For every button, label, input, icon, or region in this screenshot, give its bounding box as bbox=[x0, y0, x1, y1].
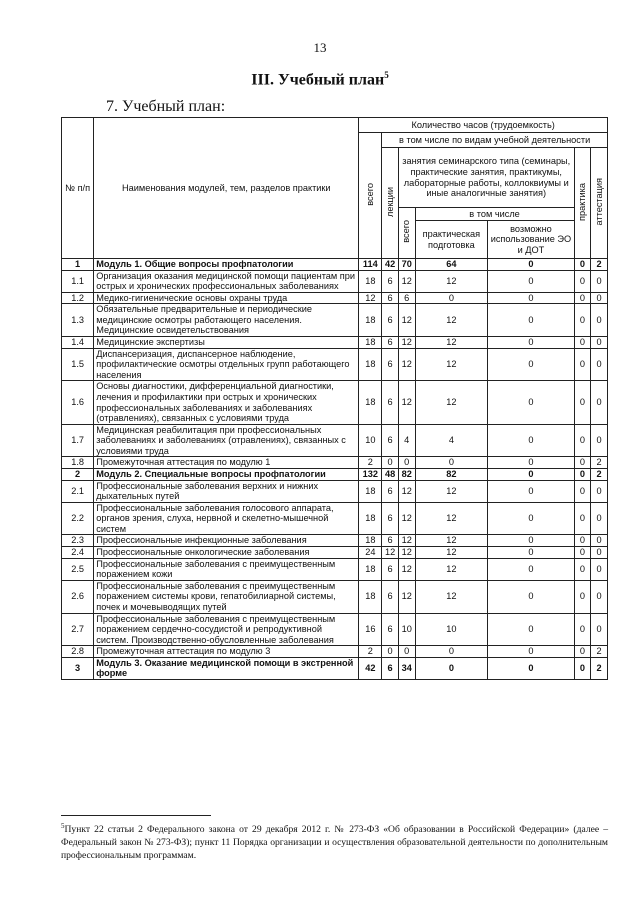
module-row bbox=[62, 657, 608, 679]
row-total: 16 bbox=[359, 613, 382, 646]
row-name: Профессиональные заболевания голосового аппарата, органов зрения, слуха, нервной и скелетно-мышечной систем bbox=[94, 502, 359, 535]
row-eo-dot: 0 bbox=[488, 547, 574, 559]
row-eo-dot: 0 bbox=[488, 558, 574, 580]
row-eo-dot: 0 bbox=[488, 457, 574, 469]
row-practice: 0 bbox=[574, 424, 591, 457]
row-num: 3 bbox=[62, 657, 94, 679]
table-row bbox=[62, 381, 608, 424]
row-attestation: 0 bbox=[591, 502, 608, 535]
row-seminar-total: 82 bbox=[398, 468, 415, 480]
table-row bbox=[62, 535, 608, 547]
row-practice: 0 bbox=[574, 558, 591, 580]
row-name: Профессиональные заболевания с преимущественным поражением кожи bbox=[94, 558, 359, 580]
row-lectures: 6 bbox=[382, 270, 399, 292]
row-name: Основы диагностики, дифференциальной диагностики, лечения и профилактики при острых и хронических профессиональных заболеваниях и заболеваниях (отравлениях), связанных с условиями труда bbox=[94, 381, 359, 424]
row-num: 2.5 bbox=[62, 558, 94, 580]
row-practical-training: 12 bbox=[415, 348, 488, 381]
row-attestation: 2 bbox=[591, 468, 608, 480]
row-total: 18 bbox=[359, 348, 382, 381]
row-practice: 0 bbox=[574, 259, 591, 271]
row-name: Профессиональные заболевания с преимущественным поражением сердечно-сосудистой и репродуктивной систем. Производственно-обусловленные заболевания bbox=[94, 613, 359, 646]
row-total: 132 bbox=[359, 468, 382, 480]
header-eo-dot: возможно использование ЭО и ДОТ bbox=[488, 221, 574, 259]
row-num: 2.1 bbox=[62, 480, 94, 502]
row-num: 2.2 bbox=[62, 502, 94, 535]
row-seminar-total: 6 bbox=[398, 292, 415, 304]
header-total: всего bbox=[365, 182, 376, 206]
row-eo-dot: 0 bbox=[488, 424, 574, 457]
row-attestation: 0 bbox=[591, 547, 608, 559]
row-total: 2 bbox=[359, 646, 382, 658]
row-total: 18 bbox=[359, 337, 382, 349]
table-row bbox=[62, 646, 608, 658]
row-eo-dot: 0 bbox=[488, 502, 574, 535]
table-row bbox=[62, 480, 608, 502]
row-total: 114 bbox=[359, 259, 382, 271]
row-lectures: 6 bbox=[382, 381, 399, 424]
row-num: 2.4 bbox=[62, 547, 94, 559]
row-seminar-total: 12 bbox=[398, 480, 415, 502]
row-total: 18 bbox=[359, 304, 382, 337]
row-name: Профессиональные заболевания с преимущественным поражением системы крови, гепатобилиарной системы, почек и мочевыводящих путей bbox=[94, 580, 359, 613]
table-row bbox=[62, 337, 608, 349]
row-seminar-total: 70 bbox=[398, 259, 415, 271]
row-seminar-total: 12 bbox=[398, 558, 415, 580]
row-num: 1.3 bbox=[62, 304, 94, 337]
section-title-text: III. Учебный план bbox=[251, 71, 385, 89]
table-row bbox=[62, 558, 608, 580]
table-row bbox=[62, 502, 608, 535]
row-practical-training: 12 bbox=[415, 480, 488, 502]
header-num: № п/п bbox=[62, 118, 94, 259]
row-practice: 0 bbox=[574, 502, 591, 535]
row-num: 2.8 bbox=[62, 646, 94, 658]
row-lectures: 6 bbox=[382, 480, 399, 502]
subsection-title: 7. Учебный план: bbox=[106, 98, 226, 115]
row-attestation: 0 bbox=[591, 381, 608, 424]
table-row bbox=[62, 304, 608, 337]
row-eo-dot: 0 bbox=[488, 535, 574, 547]
row-name: Модуль 1. Общие вопросы профпатологии bbox=[94, 259, 359, 271]
row-num: 1.8 bbox=[62, 457, 94, 469]
row-num: 2 bbox=[62, 468, 94, 480]
row-practice: 0 bbox=[574, 580, 591, 613]
page-number: 13 bbox=[313, 40, 327, 55]
header-seminar: занятия семинарского типа (семинары, практические занятия, практикумы, лабораторные работы, коллоквиумы и иные аналогичные занятия) bbox=[398, 148, 574, 208]
row-practical-training: 12 bbox=[415, 547, 488, 559]
row-practical-training: 12 bbox=[415, 381, 488, 424]
row-practice: 0 bbox=[574, 657, 591, 679]
header-practice: практика bbox=[577, 182, 588, 221]
row-seminar-total: 34 bbox=[398, 657, 415, 679]
module-row bbox=[62, 468, 608, 480]
row-name: Обязательные предварительные и периодические медицинские осмотры работающего населения. Медицинские освидетельствования bbox=[94, 304, 359, 337]
row-eo-dot: 0 bbox=[488, 337, 574, 349]
row-total: 18 bbox=[359, 580, 382, 613]
row-lectures: 0 bbox=[382, 457, 399, 469]
table-row bbox=[62, 270, 608, 292]
row-num: 1.1 bbox=[62, 270, 94, 292]
header-by-activity: в том числе по видам учебной деятельности bbox=[382, 133, 608, 148]
row-practice: 0 bbox=[574, 468, 591, 480]
row-name: Медико-гигиенические основы охраны труда bbox=[94, 292, 359, 304]
row-num: 2.3 bbox=[62, 535, 94, 547]
row-practice: 0 bbox=[574, 292, 591, 304]
row-total: 24 bbox=[359, 547, 382, 559]
row-practice: 0 bbox=[574, 646, 591, 658]
row-practice: 0 bbox=[574, 480, 591, 502]
header-hours-group: Количество часов (трудоемкость) bbox=[359, 118, 608, 133]
row-seminar-total: 12 bbox=[398, 381, 415, 424]
curriculum-table-body bbox=[62, 259, 608, 680]
row-practical-training: 0 bbox=[415, 657, 488, 679]
header-attestation: аттестация bbox=[593, 177, 604, 226]
row-num: 1.6 bbox=[62, 381, 94, 424]
footnote-reference: 5 bbox=[384, 70, 389, 80]
row-lectures: 6 bbox=[382, 304, 399, 337]
row-practice: 0 bbox=[574, 613, 591, 646]
row-practice: 0 bbox=[574, 337, 591, 349]
row-lectures: 6 bbox=[382, 558, 399, 580]
row-attestation: 0 bbox=[591, 613, 608, 646]
row-attestation: 0 bbox=[591, 292, 608, 304]
row-lectures: 6 bbox=[382, 535, 399, 547]
row-lectures: 6 bbox=[382, 348, 399, 381]
row-num: 1.5 bbox=[62, 348, 94, 381]
row-attestation: 0 bbox=[591, 480, 608, 502]
footnote bbox=[61, 822, 608, 863]
header-including: в том числе bbox=[415, 208, 574, 221]
table-row bbox=[62, 580, 608, 613]
row-eo-dot: 0 bbox=[488, 348, 574, 381]
row-num: 2.7 bbox=[62, 613, 94, 646]
row-seminar-total: 12 bbox=[398, 348, 415, 381]
row-total: 18 bbox=[359, 480, 382, 502]
row-seminar-total: 12 bbox=[398, 547, 415, 559]
row-name: Профессиональные онкологические заболевания bbox=[94, 547, 359, 559]
row-practical-training: 12 bbox=[415, 558, 488, 580]
row-lectures: 6 bbox=[382, 613, 399, 646]
row-practice: 0 bbox=[574, 381, 591, 424]
footnote-divider bbox=[61, 815, 211, 816]
row-lectures: 12 bbox=[382, 547, 399, 559]
header-name: Наименования модулей, тем, разделов практики bbox=[94, 118, 359, 259]
row-total: 18 bbox=[359, 270, 382, 292]
row-lectures: 6 bbox=[382, 580, 399, 613]
row-attestation: 0 bbox=[591, 304, 608, 337]
row-attestation: 0 bbox=[591, 348, 608, 381]
row-seminar-total: 0 bbox=[398, 646, 415, 658]
row-eo-dot: 0 bbox=[488, 468, 574, 480]
row-eo-dot: 0 bbox=[488, 480, 574, 502]
row-name: Медицинские экспертизы bbox=[94, 337, 359, 349]
row-attestation: 0 bbox=[591, 424, 608, 457]
row-practical-training: 12 bbox=[415, 304, 488, 337]
row-name: Медицинская реабилитация при профессиональных заболеваниях и заболеваниях (отравлениях), связанных с условиями труда bbox=[94, 424, 359, 457]
row-attestation: 0 bbox=[591, 558, 608, 580]
row-practical-training: 12 bbox=[415, 535, 488, 547]
row-name: Профессиональные заболевания верхних и нижних дыхательных путей bbox=[94, 480, 359, 502]
table-row bbox=[62, 613, 608, 646]
row-eo-dot: 0 bbox=[488, 646, 574, 658]
header-sem-total: всего bbox=[401, 220, 412, 244]
row-practical-training: 12 bbox=[415, 337, 488, 349]
row-total: 18 bbox=[359, 381, 382, 424]
row-practical-training: 10 bbox=[415, 613, 488, 646]
row-name: Промежуточная аттестация по модулю 1 bbox=[94, 457, 359, 469]
row-eo-dot: 0 bbox=[488, 259, 574, 271]
table-row bbox=[62, 424, 608, 457]
row-eo-dot: 0 bbox=[488, 270, 574, 292]
row-practice: 0 bbox=[574, 457, 591, 469]
row-seminar-total: 12 bbox=[398, 502, 415, 535]
row-lectures: 6 bbox=[382, 292, 399, 304]
row-total: 18 bbox=[359, 535, 382, 547]
row-practice: 0 bbox=[574, 547, 591, 559]
row-num: 1 bbox=[62, 259, 94, 271]
row-attestation: 0 bbox=[591, 580, 608, 613]
header-practical-training: практическая подготовка bbox=[415, 221, 488, 259]
row-seminar-total: 4 bbox=[398, 424, 415, 457]
row-practical-training: 0 bbox=[415, 457, 488, 469]
row-seminar-total: 12 bbox=[398, 580, 415, 613]
row-total: 18 bbox=[359, 502, 382, 535]
row-name: Диспансеризация, диспансерное наблюдение, профилактические осмотры отдельных групп работающего населения bbox=[94, 348, 359, 381]
curriculum-table bbox=[61, 117, 608, 680]
row-eo-dot: 0 bbox=[488, 381, 574, 424]
row-lectures: 6 bbox=[382, 657, 399, 679]
header-lectures: лекции bbox=[384, 186, 395, 217]
row-practical-training: 4 bbox=[415, 424, 488, 457]
row-name: Профессиональные инфекционные заболевания bbox=[94, 535, 359, 547]
row-lectures: 48 bbox=[382, 468, 399, 480]
header-lectures-cell bbox=[382, 148, 399, 259]
row-practical-training: 12 bbox=[415, 502, 488, 535]
row-eo-dot: 0 bbox=[488, 580, 574, 613]
row-lectures: 6 bbox=[382, 424, 399, 457]
row-total: 10 bbox=[359, 424, 382, 457]
row-num: 1.2 bbox=[62, 292, 94, 304]
table-row bbox=[62, 292, 608, 304]
row-practical-training: 64 bbox=[415, 259, 488, 271]
row-practical-training: 12 bbox=[415, 580, 488, 613]
row-total: 42 bbox=[359, 657, 382, 679]
row-attestation: 0 bbox=[591, 535, 608, 547]
row-eo-dot: 0 bbox=[488, 613, 574, 646]
row-total: 12 bbox=[359, 292, 382, 304]
table-row bbox=[62, 457, 608, 469]
row-attestation: 2 bbox=[591, 259, 608, 271]
row-name: Организация оказания медицинской помощи пациентам при острых и хронических профессиональных заболеваниях bbox=[94, 270, 359, 292]
row-name: Модуль 3. Оказание медицинской помощи в экстренной форме bbox=[94, 657, 359, 679]
row-eo-dot: 0 bbox=[488, 292, 574, 304]
row-seminar-total: 12 bbox=[398, 270, 415, 292]
row-attestation: 0 bbox=[591, 270, 608, 292]
row-name: Промежуточная аттестация по модулю 3 bbox=[94, 646, 359, 658]
header-attestation-cell bbox=[591, 148, 608, 259]
module-row bbox=[62, 259, 608, 271]
row-seminar-total: 10 bbox=[398, 613, 415, 646]
row-attestation: 2 bbox=[591, 646, 608, 658]
row-num: 2.6 bbox=[62, 580, 94, 613]
table-row bbox=[62, 547, 608, 559]
row-lectures: 0 bbox=[382, 646, 399, 658]
row-lectures: 6 bbox=[382, 337, 399, 349]
row-seminar-total: 12 bbox=[398, 337, 415, 349]
section-title bbox=[0, 70, 640, 89]
row-practical-training: 0 bbox=[415, 646, 488, 658]
row-practical-training: 0 bbox=[415, 292, 488, 304]
row-total: 18 bbox=[359, 558, 382, 580]
row-practice: 0 bbox=[574, 348, 591, 381]
row-seminar-total: 12 bbox=[398, 535, 415, 547]
row-practical-training: 12 bbox=[415, 270, 488, 292]
row-lectures: 6 bbox=[382, 502, 399, 535]
row-num: 1.4 bbox=[62, 337, 94, 349]
row-name: Модуль 2. Специальные вопросы профпатологии bbox=[94, 468, 359, 480]
row-seminar-total: 12 bbox=[398, 304, 415, 337]
row-practice: 0 bbox=[574, 304, 591, 337]
row-attestation: 0 bbox=[591, 337, 608, 349]
table-row bbox=[62, 348, 608, 381]
header-practice-cell bbox=[574, 148, 591, 259]
header-sem-total-cell bbox=[398, 208, 415, 259]
row-practice: 0 bbox=[574, 535, 591, 547]
footnote-mark: 5 bbox=[61, 822, 65, 830]
header-total-cell bbox=[359, 133, 382, 259]
row-eo-dot: 0 bbox=[488, 304, 574, 337]
row-practice: 0 bbox=[574, 270, 591, 292]
row-total: 2 bbox=[359, 457, 382, 469]
row-practical-training: 82 bbox=[415, 468, 488, 480]
footnote-text: Пункт 22 статьи 2 Федерального закона от 29 декабря 2012 г. № 273-ФЗ «Об образовании в Российской Федерации» (далее – Федеральный закон № 273-ФЗ); пункт 11 Порядка организации и осуществления образовательной деятельности по дополнительным профессиональным программам. bbox=[61, 824, 608, 862]
row-attestation: 2 bbox=[591, 457, 608, 469]
row-eo-dot: 0 bbox=[488, 657, 574, 679]
row-lectures: 42 bbox=[382, 259, 399, 271]
row-num: 1.7 bbox=[62, 424, 94, 457]
row-attestation: 2 bbox=[591, 657, 608, 679]
row-seminar-total: 0 bbox=[398, 457, 415, 469]
